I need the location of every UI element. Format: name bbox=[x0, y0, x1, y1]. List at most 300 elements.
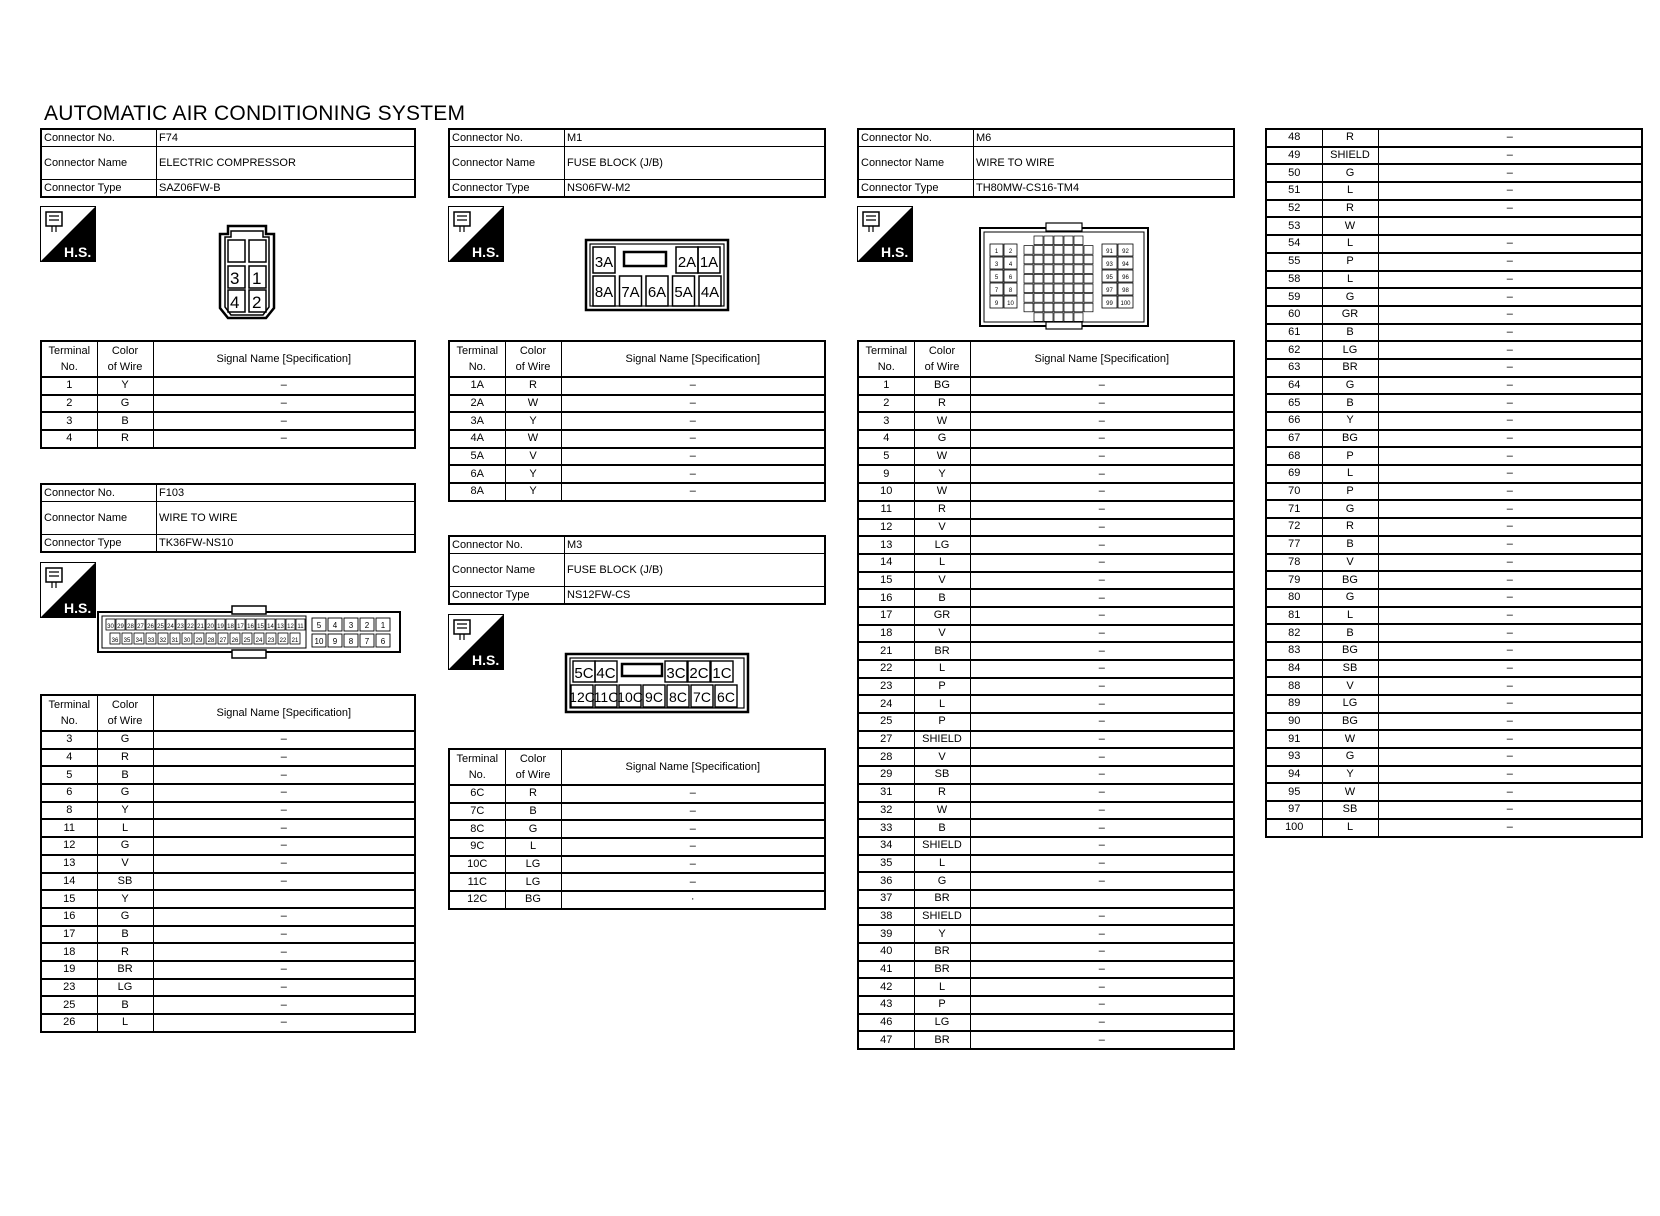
page-title: AUTOMATIC AIR CONDITIONING SYSTEM bbox=[44, 102, 466, 125]
header-line: Terminal bbox=[456, 753, 499, 765]
pin-label: 2A bbox=[677, 254, 697, 271]
table-row bbox=[41, 996, 415, 1014]
terminal-no-cell: 8A bbox=[449, 483, 505, 501]
pin-label: 1 bbox=[380, 621, 386, 630]
wire-color-cell: SB bbox=[1322, 660, 1378, 678]
wire-color-cell: G bbox=[97, 395, 153, 413]
connector-header-f103 bbox=[40, 483, 416, 553]
table-row bbox=[858, 1031, 1234, 1049]
signal-name-cell: – bbox=[1378, 465, 1642, 483]
connector-face-f74 bbox=[214, 224, 280, 324]
wire-color-cell: V bbox=[97, 855, 153, 873]
connector-type-value: NS12FW-CS bbox=[565, 587, 826, 605]
color-header bbox=[97, 341, 153, 377]
terminal-no-cell: 43 bbox=[858, 996, 914, 1014]
pin-label: 16 bbox=[247, 624, 254, 630]
wire-color-cell: LG bbox=[505, 856, 561, 874]
table-row bbox=[858, 978, 1234, 996]
wire-color-cell: V bbox=[1322, 554, 1378, 572]
pin-label: 1 bbox=[994, 249, 999, 255]
pin-label: 4 bbox=[1008, 262, 1013, 268]
pin-label: 28 bbox=[127, 624, 134, 630]
table-row bbox=[1266, 766, 1642, 784]
signal-name-cell: – bbox=[1378, 447, 1642, 465]
wire-color-cell: B bbox=[97, 766, 153, 784]
signal-name-cell: – bbox=[1378, 164, 1642, 182]
signal-name-cell: – bbox=[561, 803, 825, 821]
signal-name-cell: – bbox=[561, 785, 825, 803]
table-row bbox=[41, 819, 415, 837]
signal-name-cell: – bbox=[970, 713, 1234, 731]
pin-label: 7C bbox=[693, 689, 711, 705]
hs-icon bbox=[857, 206, 913, 262]
table-row bbox=[858, 943, 1234, 961]
signal-name-cell: – bbox=[1378, 607, 1642, 625]
terminal-no-cell: 33 bbox=[858, 819, 914, 837]
hs-label: H.S. bbox=[64, 244, 92, 260]
terminal-no-cell: 25 bbox=[41, 996, 97, 1014]
signal-name-cell: – bbox=[970, 837, 1234, 855]
header-line: of Wire bbox=[107, 361, 143, 373]
signal-name-cell: – bbox=[970, 660, 1234, 678]
signal-header: Signal Name [Specification] bbox=[561, 749, 825, 785]
pin-label: 26 bbox=[147, 624, 154, 630]
terminal-no-cell: 67 bbox=[1266, 430, 1322, 448]
wire-color-cell: Y bbox=[505, 465, 561, 483]
terminal-no-cell: 3A bbox=[449, 412, 505, 430]
signal-name-cell: – bbox=[153, 802, 415, 820]
wire-color-cell: G bbox=[1322, 589, 1378, 607]
wire-color-cell: BR bbox=[914, 642, 970, 660]
wire-color-cell: G bbox=[1322, 748, 1378, 766]
wire-color-cell: GR bbox=[1322, 306, 1378, 324]
wire-color-cell: R bbox=[505, 785, 561, 803]
signal-name-cell: – bbox=[970, 377, 1234, 395]
pin-label: 12C bbox=[569, 689, 595, 705]
signal-name-cell: – bbox=[970, 501, 1234, 519]
table-row bbox=[1266, 164, 1642, 182]
table-row bbox=[858, 908, 1234, 926]
wire-color-cell: P bbox=[914, 713, 970, 731]
pin-label: 2 bbox=[1008, 249, 1013, 255]
signal-name-cell: – bbox=[1378, 783, 1642, 801]
signal-name-cell: – bbox=[561, 430, 825, 448]
connector-type-value: NS06FW-M2 bbox=[565, 180, 826, 198]
signal-name-cell: – bbox=[1378, 695, 1642, 713]
table-row bbox=[858, 678, 1234, 696]
table-row bbox=[1266, 147, 1642, 165]
color-header bbox=[914, 341, 970, 377]
terminal-no-cell: 46 bbox=[858, 1014, 914, 1032]
terminal-no-cell: 91 bbox=[1266, 730, 1322, 748]
terminal-no-cell: 23 bbox=[858, 678, 914, 696]
signal-name-cell: – bbox=[970, 748, 1234, 766]
connector-latch bbox=[1046, 223, 1082, 231]
color-header bbox=[505, 749, 561, 785]
wire-color-cell: SB bbox=[1322, 801, 1378, 819]
signal-name-cell: – bbox=[970, 554, 1234, 572]
signal-name-cell: – bbox=[153, 430, 415, 448]
connector-type-value: TK36FW-NS10 bbox=[157, 535, 416, 553]
terminal-no-cell: 34 bbox=[858, 837, 914, 855]
pin-label: 6C bbox=[717, 689, 735, 705]
table-row bbox=[858, 961, 1234, 979]
table-row bbox=[1266, 200, 1642, 218]
terminal-no-cell: 81 bbox=[1266, 607, 1322, 625]
terminal-header bbox=[41, 695, 97, 731]
table-row bbox=[41, 908, 415, 926]
table-row bbox=[858, 483, 1234, 501]
terminal-no-cell: 83 bbox=[1266, 642, 1322, 660]
signal-name-cell: – bbox=[1378, 147, 1642, 165]
header-line: Terminal bbox=[48, 345, 91, 357]
table-row bbox=[1266, 500, 1642, 518]
signal-name-cell: – bbox=[970, 607, 1234, 625]
terminal-no-cell: 12 bbox=[41, 837, 97, 855]
wire-color-cell: V bbox=[914, 625, 970, 643]
table-row bbox=[858, 890, 1234, 908]
terminal-no-cell: 9C bbox=[449, 838, 505, 856]
terminal-no-cell: 11 bbox=[858, 501, 914, 519]
signal-name-cell: – bbox=[970, 536, 1234, 554]
wire-color-cell: L bbox=[1322, 465, 1378, 483]
wire-color-cell: L bbox=[505, 838, 561, 856]
terminal-header bbox=[858, 341, 914, 377]
wire-color-cell: BR bbox=[914, 961, 970, 979]
table-row bbox=[41, 873, 415, 891]
table-row bbox=[1266, 182, 1642, 200]
terminal-no-cell: 80 bbox=[1266, 589, 1322, 607]
signal-name-cell: – bbox=[970, 465, 1234, 483]
terminal-no-cell: 10 bbox=[858, 483, 914, 501]
terminal-no-cell: 22 bbox=[858, 660, 914, 678]
terminal-no-cell: 12 bbox=[858, 519, 914, 537]
pin-label: 91 bbox=[1106, 249, 1113, 255]
table-row bbox=[449, 377, 825, 395]
wire-color-cell: R bbox=[97, 943, 153, 961]
pin-label: 4C bbox=[596, 665, 616, 682]
wire-color-cell: BG bbox=[1322, 430, 1378, 448]
terminal-no-cell: 27 bbox=[858, 731, 914, 749]
wire-color-cell: BG bbox=[914, 377, 970, 395]
pin-label: 92 bbox=[1122, 249, 1129, 255]
signal-name-cell: – bbox=[153, 979, 415, 997]
table-row bbox=[1266, 306, 1642, 324]
header-line: of Wire bbox=[107, 715, 143, 727]
signal-name-cell: – bbox=[561, 448, 825, 466]
table-row bbox=[1266, 359, 1642, 377]
pin-label: 3 bbox=[994, 262, 999, 268]
terminal-no-cell: 17 bbox=[858, 607, 914, 625]
pin-label: 8 bbox=[348, 637, 354, 646]
pin-label: 100 bbox=[1120, 301, 1131, 307]
pin-label: 23 bbox=[177, 624, 184, 630]
signal-name-cell: – bbox=[1378, 483, 1642, 501]
terminal-no-cell: 14 bbox=[858, 554, 914, 572]
table-row bbox=[449, 873, 825, 891]
wire-color-cell: V bbox=[914, 519, 970, 537]
pin-label: 9 bbox=[994, 301, 999, 307]
pin-label: 21 bbox=[197, 624, 204, 630]
terminal-no-cell: 68 bbox=[1266, 447, 1322, 465]
table-row bbox=[858, 589, 1234, 607]
signal-name-cell: – bbox=[1378, 730, 1642, 748]
terminal-no-cell: 65 bbox=[1266, 394, 1322, 412]
signal-name-cell: – bbox=[970, 695, 1234, 713]
table-row bbox=[1266, 783, 1642, 801]
signal-name-cell: – bbox=[970, 784, 1234, 802]
pin-label: 25 bbox=[243, 638, 251, 644]
terminal-no-cell: 18 bbox=[858, 625, 914, 643]
terminal-no-cell: 47 bbox=[858, 1031, 914, 1049]
signal-name-cell: – bbox=[970, 572, 1234, 590]
table-row bbox=[858, 695, 1234, 713]
wire-color-cell: SHIELD bbox=[914, 908, 970, 926]
pin-label: 94 bbox=[1122, 262, 1129, 268]
pin-label: 10C bbox=[617, 689, 643, 705]
terminal-no-cell: 16 bbox=[858, 589, 914, 607]
wire-color-cell: L bbox=[1322, 235, 1378, 253]
terminal-no-cell: 4A bbox=[449, 430, 505, 448]
pin-label: 27 bbox=[219, 638, 227, 644]
signal-name-cell: – bbox=[1378, 324, 1642, 342]
pin-label: 11 bbox=[297, 624, 304, 630]
pin-label: 2 bbox=[252, 293, 262, 312]
wire-color-cell: GR bbox=[914, 607, 970, 625]
connector-no-value: M3 bbox=[565, 536, 826, 554]
pin-label: 3A bbox=[594, 254, 614, 271]
terminal-no-cell: 5A bbox=[449, 448, 505, 466]
wire-color-cell: W bbox=[914, 483, 970, 501]
table-row bbox=[858, 784, 1234, 802]
wire-color-cell: BG bbox=[505, 891, 561, 909]
wire-color-cell: SHIELD bbox=[914, 837, 970, 855]
signal-name-cell: – bbox=[970, 855, 1234, 873]
terminal-no-cell: 17 bbox=[41, 926, 97, 944]
pin-label: 96 bbox=[1122, 275, 1129, 281]
signal-name-cell: – bbox=[970, 943, 1234, 961]
connector-header-f74 bbox=[40, 128, 416, 198]
terminal-no-cell: 14 bbox=[41, 873, 97, 891]
terminal-no-cell: 78 bbox=[1266, 554, 1322, 572]
signal-name-cell: – bbox=[1378, 642, 1642, 660]
pin-label: 21 bbox=[291, 638, 299, 644]
pin-label: 18 bbox=[227, 624, 234, 630]
wire-color-cell: L bbox=[914, 554, 970, 572]
pin-label: 7 bbox=[364, 637, 370, 646]
signal-name-cell: – bbox=[970, 412, 1234, 430]
signal-name-cell: – bbox=[970, 925, 1234, 943]
table-row bbox=[1266, 624, 1642, 642]
signal-name-cell: – bbox=[1378, 200, 1642, 218]
terminal-no-cell: 4 bbox=[41, 749, 97, 767]
hs-icon bbox=[40, 562, 96, 618]
pin-label: 95 bbox=[1106, 275, 1113, 281]
terminal-no-cell: 77 bbox=[1266, 536, 1322, 554]
pin-label: 22 bbox=[187, 624, 194, 630]
table-row bbox=[449, 820, 825, 838]
wire-color-cell: V bbox=[914, 748, 970, 766]
connector-no-value: F74 bbox=[157, 129, 416, 147]
table-row bbox=[858, 1014, 1234, 1032]
wire-color-cell: W bbox=[1322, 783, 1378, 801]
pin-label: 9C bbox=[645, 689, 663, 705]
signal-name-cell: – bbox=[970, 872, 1234, 890]
terminal-header bbox=[41, 341, 97, 377]
terminal-no-cell: 58 bbox=[1266, 271, 1322, 289]
table-row bbox=[858, 448, 1234, 466]
terminal-table-f103 bbox=[40, 694, 416, 1033]
signal-name-cell: – bbox=[561, 856, 825, 874]
wire-color-cell: BG bbox=[1322, 571, 1378, 589]
signal-name-cell: – bbox=[970, 908, 1234, 926]
wire-color-cell: L bbox=[914, 695, 970, 713]
connector-face-m1 bbox=[584, 238, 730, 314]
table-row bbox=[1266, 642, 1642, 660]
pin-label: 5 bbox=[994, 275, 999, 281]
connector-header-m6 bbox=[857, 128, 1235, 198]
pin-label: 3 bbox=[230, 269, 240, 288]
wire-color-cell: B bbox=[1322, 324, 1378, 342]
table-row bbox=[1266, 483, 1642, 501]
terminal-no-cell: 1 bbox=[858, 377, 914, 395]
table-row bbox=[41, 412, 415, 430]
table-row bbox=[858, 501, 1234, 519]
table-row bbox=[858, 766, 1234, 784]
signal-name-cell: – bbox=[1378, 713, 1642, 731]
pin-label: 12 bbox=[287, 624, 294, 630]
table-row bbox=[1266, 394, 1642, 412]
terminal-table-m6 bbox=[857, 340, 1235, 1050]
terminal-no-cell: 15 bbox=[858, 572, 914, 590]
signal-header: Signal Name [Specification] bbox=[561, 341, 825, 377]
signal-name-cell: – bbox=[153, 837, 415, 855]
table-row bbox=[858, 713, 1234, 731]
wire-color-cell: W bbox=[914, 412, 970, 430]
terminal-no-cell: 4 bbox=[858, 430, 914, 448]
table-row bbox=[1266, 730, 1642, 748]
terminal-no-cell: 79 bbox=[1266, 571, 1322, 589]
terminal-table-m1 bbox=[448, 340, 826, 502]
terminal-no-cell: 84 bbox=[1266, 660, 1322, 678]
terminal-no-cell: 61 bbox=[1266, 324, 1322, 342]
wire-color-cell: L bbox=[1322, 271, 1378, 289]
signal-name-cell: – bbox=[153, 1014, 415, 1032]
pin-label: 8A bbox=[594, 284, 614, 301]
connector-latch bbox=[1046, 322, 1082, 329]
terminal-no-cell: 62 bbox=[1266, 341, 1322, 359]
pin-label: 34 bbox=[135, 638, 143, 644]
table-row bbox=[858, 465, 1234, 483]
pin-label: 11C bbox=[593, 689, 619, 705]
signal-name-cell: – bbox=[153, 377, 415, 395]
wire-color-cell: Y bbox=[914, 465, 970, 483]
pin-label: 24 bbox=[167, 624, 174, 630]
table-row bbox=[1266, 713, 1642, 731]
terminal-no-cell: 3 bbox=[858, 412, 914, 430]
terminal-no-cell: 63 bbox=[1266, 359, 1322, 377]
table-row bbox=[1266, 518, 1642, 536]
signal-name-cell: – bbox=[1378, 235, 1642, 253]
table-row bbox=[1266, 607, 1642, 625]
terminal-no-cell: 41 bbox=[858, 961, 914, 979]
terminal-no-cell: 1 bbox=[41, 377, 97, 395]
header-line: No. bbox=[468, 769, 486, 781]
signal-name-cell: – bbox=[153, 908, 415, 926]
wire-color-cell: W bbox=[505, 395, 561, 413]
wire-color-cell: SB bbox=[914, 766, 970, 784]
table-row bbox=[1266, 341, 1642, 359]
terminal-no-cell: 26 bbox=[41, 1014, 97, 1032]
wire-color-cell: V bbox=[914, 572, 970, 590]
terminal-no-cell: 9 bbox=[858, 465, 914, 483]
table-row bbox=[858, 395, 1234, 413]
table-row bbox=[858, 748, 1234, 766]
terminal-no-cell: 3 bbox=[41, 412, 97, 430]
signal-name-cell: – bbox=[561, 465, 825, 483]
connector-no-value: M6 bbox=[974, 129, 1235, 147]
signal-name-cell: – bbox=[153, 731, 415, 749]
connector-type-label: Connector Type bbox=[858, 180, 974, 198]
wire-color-cell: W bbox=[914, 448, 970, 466]
wire-color-cell: G bbox=[97, 784, 153, 802]
wire-color-cell: LG bbox=[1322, 341, 1378, 359]
signal-name-cell: – bbox=[561, 395, 825, 413]
signal-name-cell: – bbox=[1378, 271, 1642, 289]
terminal-no-cell: 7C bbox=[449, 803, 505, 821]
signal-name-cell bbox=[970, 890, 1234, 908]
terminal-no-cell: 13 bbox=[858, 536, 914, 554]
connector-type-value: SAZ06FW-B bbox=[157, 180, 416, 198]
signal-name-cell: – bbox=[970, 1014, 1234, 1032]
wire-color-cell: Y bbox=[97, 802, 153, 820]
table-row bbox=[41, 837, 415, 855]
pin-label: 20 bbox=[207, 624, 214, 630]
signal-name-cell: – bbox=[153, 873, 415, 891]
wire-color-cell: Y bbox=[97, 890, 153, 908]
header-line: Color bbox=[111, 699, 139, 711]
header-line: Color bbox=[928, 345, 956, 357]
signal-name-cell: – bbox=[970, 978, 1234, 996]
terminal-no-cell: 2A bbox=[449, 395, 505, 413]
wire-color-cell: SHIELD bbox=[914, 731, 970, 749]
pin-label: 22 bbox=[279, 638, 287, 644]
table-row bbox=[1266, 271, 1642, 289]
terminal-table-f74 bbox=[40, 340, 416, 449]
signal-name-cell: – bbox=[153, 749, 415, 767]
table-row bbox=[449, 483, 825, 501]
terminal-no-cell: 72 bbox=[1266, 518, 1322, 536]
terminal-no-cell: 13 bbox=[41, 855, 97, 873]
pin-label: 6 bbox=[380, 637, 386, 646]
wire-color-cell: BR bbox=[914, 890, 970, 908]
signal-name-cell: – bbox=[970, 802, 1234, 820]
wire-color-cell: L bbox=[914, 855, 970, 873]
terminal-no-cell: 16 bbox=[41, 908, 97, 926]
pin-label: 15 bbox=[257, 624, 264, 630]
wire-color-cell: Y bbox=[505, 483, 561, 501]
connector-no-label: Connector No. bbox=[858, 129, 974, 147]
wire-color-cell: W bbox=[505, 430, 561, 448]
hs-icon bbox=[448, 206, 504, 262]
signal-name-cell: – bbox=[153, 412, 415, 430]
signal-name-cell: – bbox=[561, 483, 825, 501]
table-row bbox=[858, 872, 1234, 890]
pin-label: 1A bbox=[699, 254, 719, 271]
signal-name-cell: – bbox=[1378, 359, 1642, 377]
signal-name-cell: – bbox=[970, 1031, 1234, 1049]
wire-color-cell: B bbox=[1322, 394, 1378, 412]
